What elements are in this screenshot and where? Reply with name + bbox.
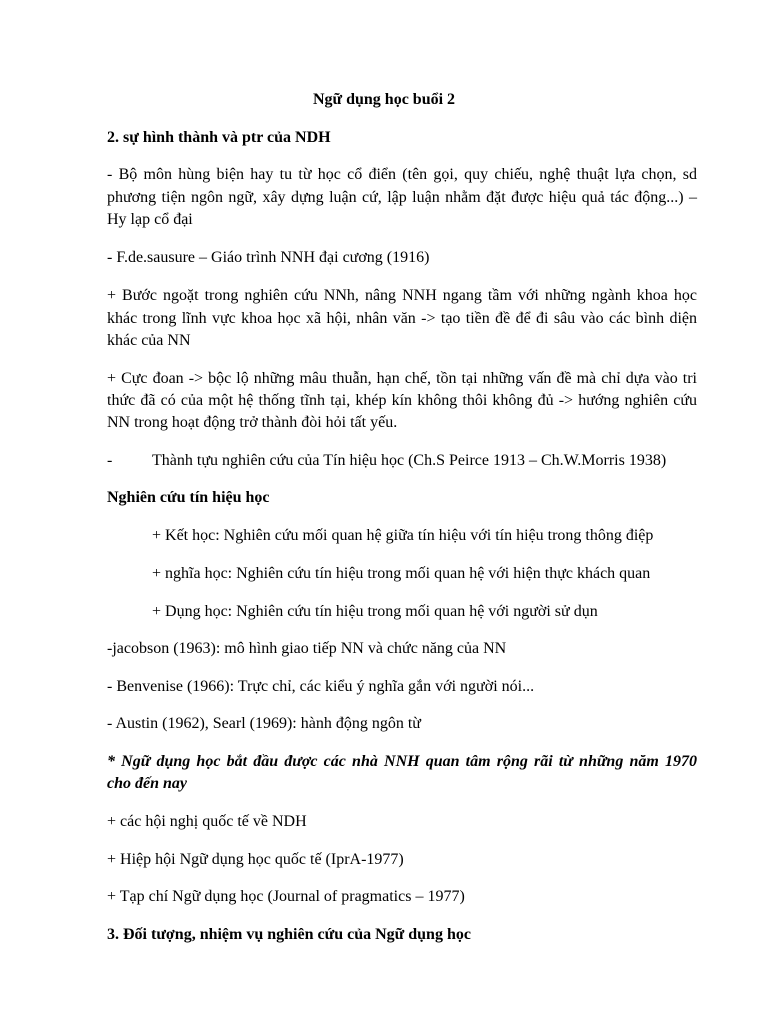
semiotics-heading: Nghiên cứu tín hiệu học [107, 489, 270, 506]
bullet-dash: - [107, 452, 113, 469]
paragraph-saussure: - F.de.sausure – Giáo trình NNH đại cương (1916) [107, 249, 430, 266]
paragraph-association: + Hiệp hội Ngữ dụng học quốc tế (IprA-1977) [107, 851, 404, 868]
emphasis-line-1: * Ngữ dụng học bắt đầu được các nhà NNH quan tâm rộng rãi từ những năm 1970 [107, 753, 697, 770]
emphasis-line-2: cho đến nay [107, 775, 187, 792]
bullet-text: Thành tựu nghiên cứu của Tín hiệu học (Ch.S Peirce 1913 – Ch.W.Morris 1938) [152, 452, 667, 469]
paragraph-extremism-line-2: thức đã có của một hệ thống tĩnh tại, khép kín không thôi không đủ -> hướng nghiên cứu [107, 392, 697, 409]
semiotics-item-pragmatics: + Dụng học: Nghiên cứu tín hiệu trong mối quan hệ với người sử dụn [152, 603, 598, 620]
paragraph-turning-point-line-1: + Bước ngoặt trong nghiên cứu NNh, nâng NNH ngang tầm với những ngành khoa học [107, 287, 697, 304]
paragraph-turning-point-line-3: khác của NN [107, 332, 191, 349]
paragraph-journal: + Tạp chí Ngữ dụng học (Journal of pragmatics – 1977) [107, 888, 465, 905]
paragraph-extremism-line-3: NN trong hoạt động trở thành đòi hỏi tất yếu. [107, 414, 398, 431]
paragraph-extremism-line-1: + Cực đoan -> bộc lộ những mâu thuẫn, hạn chế, tồn tại những vấn đề mà chỉ dựa vào tri [107, 370, 697, 387]
section-3-heading: 3. Đối tượng, nhiệm vụ nghiên cứu của Ngữ dụng học [107, 926, 471, 943]
paragraph-conferences: + các hội nghị quốc tế về NDH [107, 813, 307, 830]
paragraph-rhetoric-line-2: phương tiện ngôn ngữ, xây dựng luận cứ, lập luận nhằm đặt được hiệu quả tác động...) – [107, 189, 697, 206]
paragraph-rhetoric-line-3: Hy lạp cổ đại [107, 211, 193, 228]
section-2-heading: 2. sự hình thành và ptr của NDH [107, 129, 331, 146]
semiotics-item-semantics: + nghĩa học: Nghiên cứu tín hiệu trong mối quan hệ với hiện thực khách quan [152, 565, 651, 582]
paragraph-jacobson: -jacobson (1963): mô hình giao tiếp NN và chức năng của NN [107, 640, 507, 657]
paragraph-austin: - Austin (1962), Searl (1969): hành động ngôn từ [107, 715, 421, 732]
semiotics-item-syntactics: + Kết học: Nghiên cứu mối quan hệ giữa tín hiệu với tín hiệu trong thông điệp [152, 527, 654, 544]
document-title: Ngữ dụng học buổi 2 [312, 91, 456, 108]
paragraph-rhetoric-line-1: - Bộ môn hùng biện hay tu từ học cổ điển (tên gọi, quy chiếu, nghệ thuật lựa chọn, sd [107, 166, 697, 183]
paragraph-benvenise: - Benvenise (1966): Trực chỉ, các kiểu ý nghĩa gắn với người nói... [107, 678, 535, 695]
paragraph-turning-point-line-2: khác trong lĩnh vực khoa học xã hội, nhân văn -> tạo tiền đề để đi sâu vào các bình diện [107, 310, 697, 327]
